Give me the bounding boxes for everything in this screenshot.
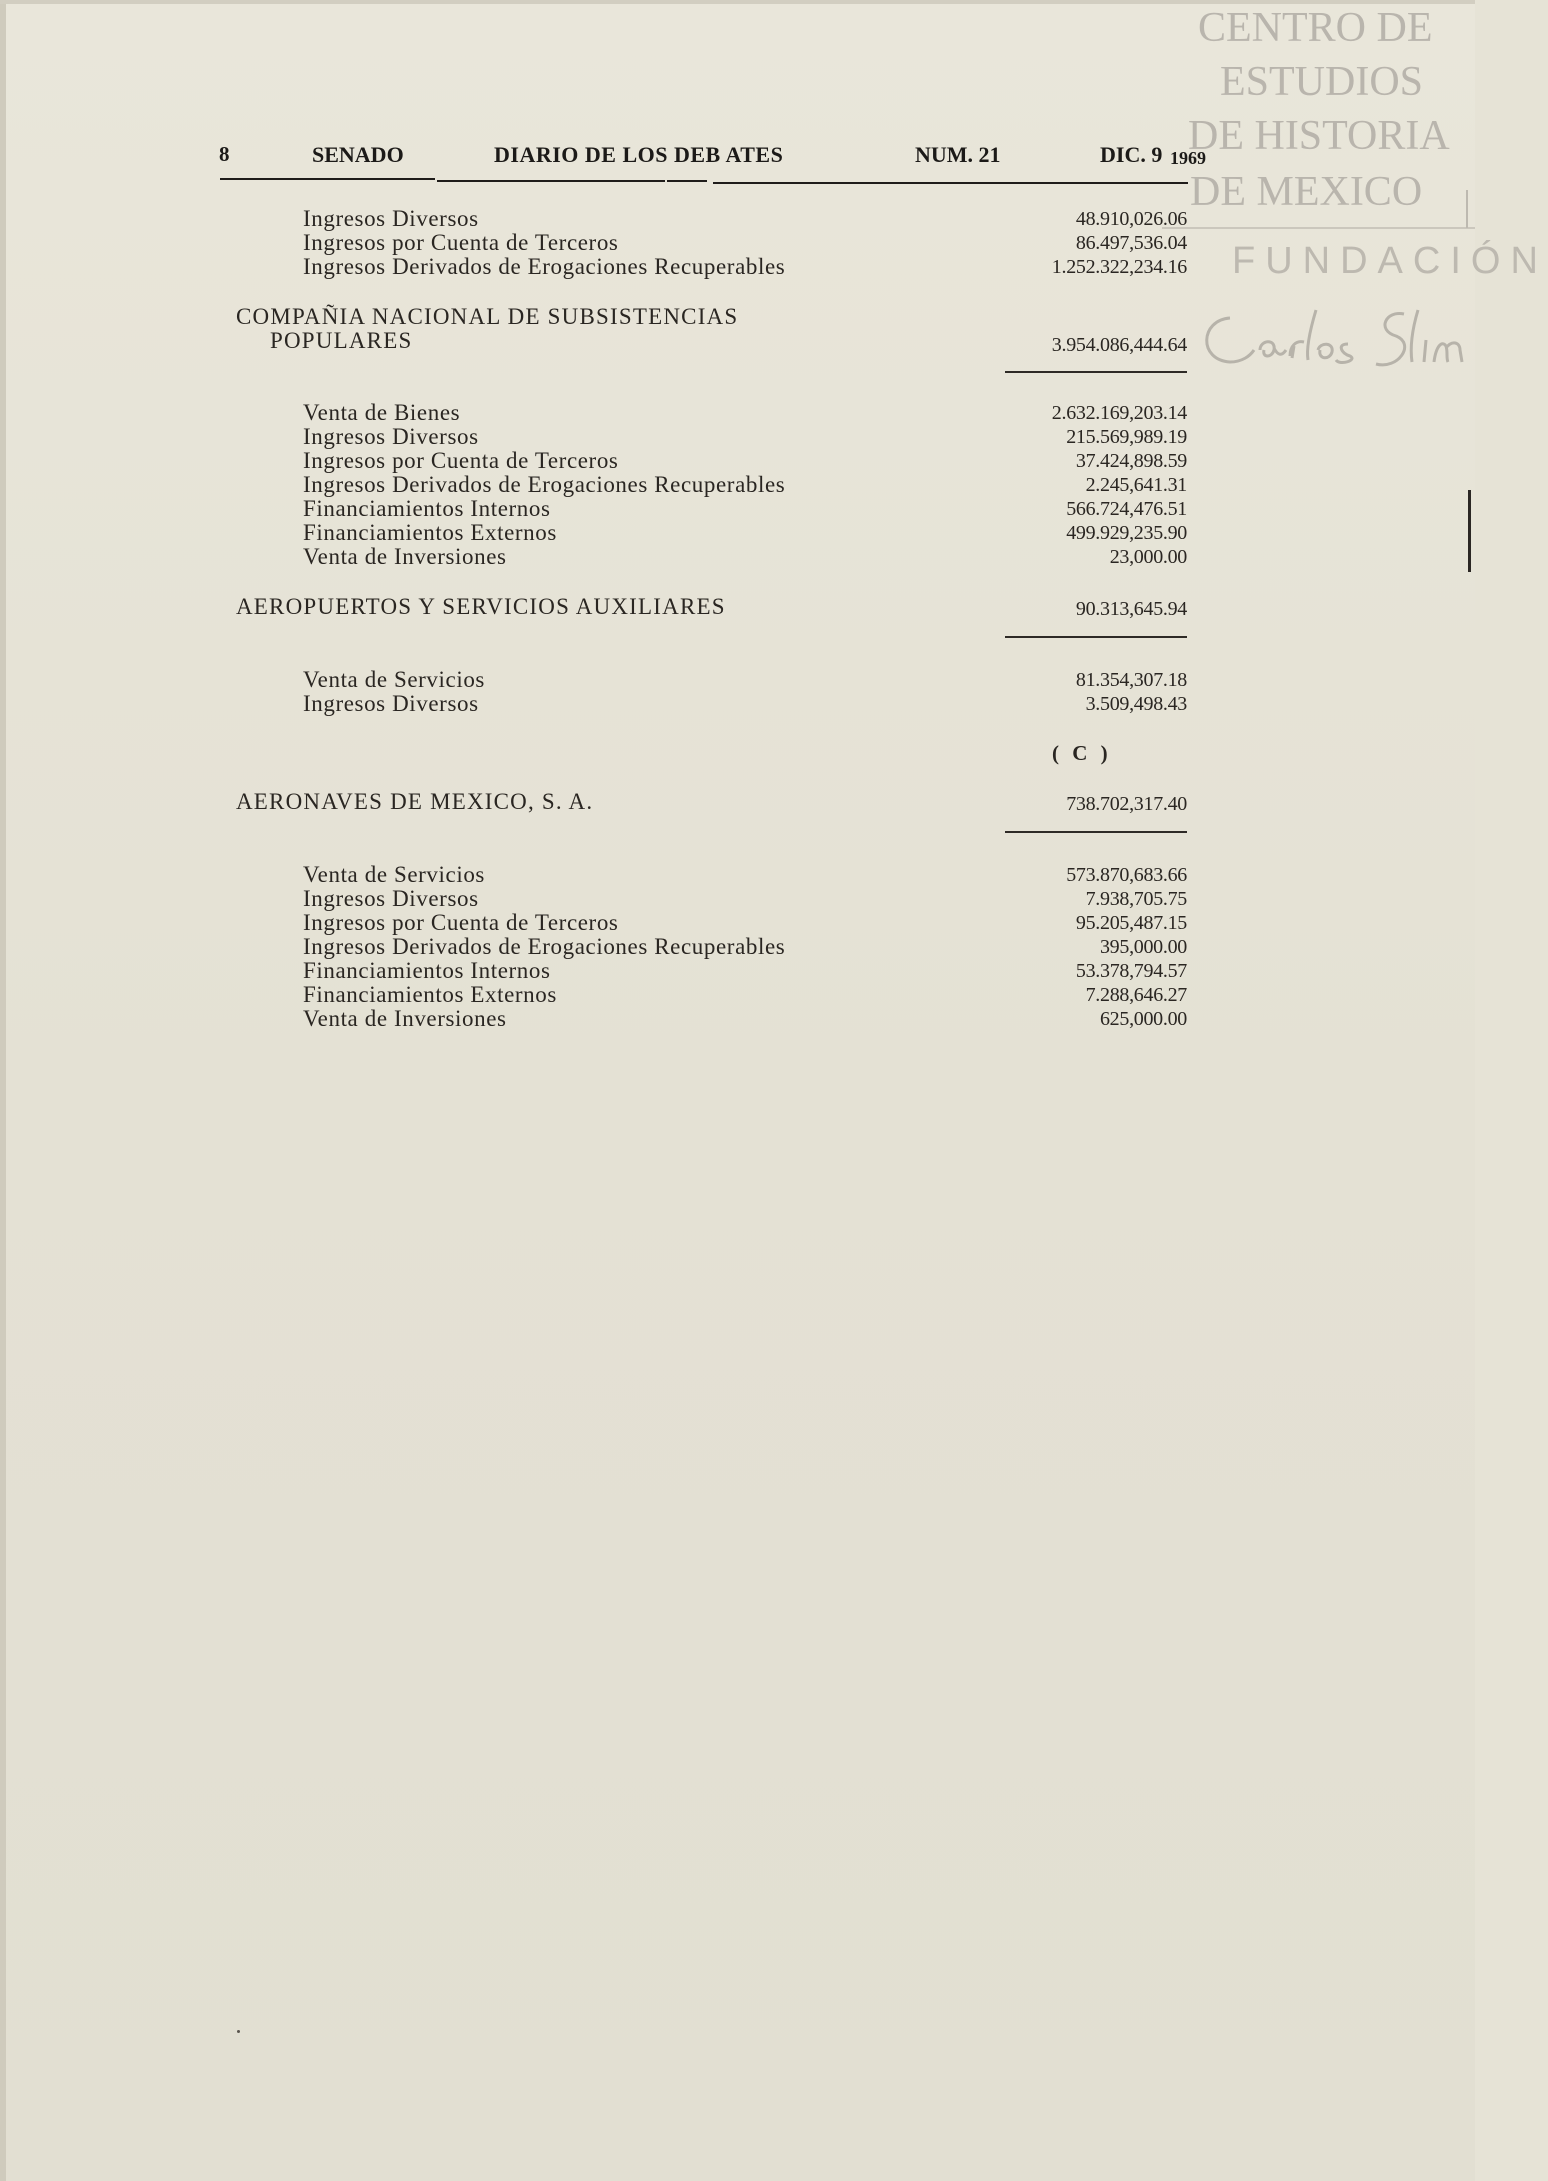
watermark-line-1: CENTRO DE (1198, 5, 1433, 51)
list-item (0, 544, 1475, 570)
item-amount: 23,000.00 (1109, 546, 1187, 568)
item-label: Financiamientos Externos (303, 982, 557, 1007)
item-label: Financiamientos Externos (303, 520, 557, 545)
item-amount: 2.245,641.31 (1085, 474, 1187, 496)
item-label: Venta de Bienes (303, 400, 461, 425)
item-amount: 95.205,487.15 (1075, 912, 1187, 934)
section-title (0, 789, 1475, 815)
section-title (0, 594, 1475, 620)
section-title (0, 328, 1475, 354)
aeropuertos-title: AEROPUERTOS Y SERVICIOS AUXILIARES (236, 594, 726, 619)
watermark-line-2: ESTUDIOS (1220, 59, 1424, 105)
item-label: Ingresos Derivados de Erogaciones Recuperables (303, 254, 786, 279)
item-amount: 7.288,646.27 (1085, 984, 1187, 1006)
list-item (0, 934, 1475, 960)
item-amount: 1.252.322,234.16 (1051, 256, 1187, 278)
item-label: Ingresos Derivados de Erogaciones Recuperables (303, 472, 786, 497)
item-label: Venta de Servicios (303, 667, 485, 692)
total-underline (1005, 831, 1187, 833)
issue-number: NUM. 21 (915, 142, 1001, 167)
aeronaves-title: AERONAVES DE MEXICO, S. A. (236, 789, 594, 814)
item-amount: 7.938,705.75 (1085, 888, 1187, 910)
list-item (0, 206, 1475, 232)
total-underline (1005, 636, 1187, 638)
item-label: Ingresos por Cuenta de Terceros (303, 448, 619, 473)
list-item (0, 400, 1475, 426)
list-item (0, 424, 1475, 450)
list-item (0, 667, 1475, 693)
watermark-line-3: DE HISTORIA (1188, 113, 1450, 159)
page-number: 8 (219, 142, 230, 166)
journal-title: DIARIO DE LOS DEB ATES (494, 142, 784, 167)
item-label: Ingresos por Cuenta de Terceros (303, 910, 619, 935)
item-amount: 395,000.00 (1099, 936, 1187, 958)
chamber-name: SENADO (312, 142, 404, 167)
item-label: Venta de Inversiones (303, 1006, 507, 1031)
section-total: 3.954.086,444.64 (1051, 334, 1187, 356)
item-label: Venta de Inversiones (303, 544, 507, 569)
section-total: 738.702,317.40 (1066, 793, 1187, 815)
conasupo-title-line-1: COMPAÑIA NACIONAL DE SUBSISTENCIAS (236, 304, 739, 329)
item-amount: 86.497,536.04 (1075, 232, 1187, 254)
list-item (0, 1006, 1475, 1032)
item-label: Financiamientos Internos (303, 496, 551, 521)
item-amount: 48.910,026.06 (1075, 208, 1187, 230)
item-label: Ingresos Diversos (303, 424, 479, 449)
margin-mark (1468, 490, 1471, 572)
conasupo-title-line-2: POPULARES (270, 328, 413, 353)
list-item (0, 496, 1475, 522)
section-total: 90.313,645.94 (1075, 598, 1187, 620)
item-amount: 215.569,989.19 (1066, 426, 1187, 448)
list-item (0, 448, 1475, 474)
paper-speck (237, 2030, 240, 2033)
watermark-line-4: DE MEXICO (1190, 169, 1423, 215)
item-label: Ingresos por Cuenta de Terceros (303, 230, 619, 255)
list-item (0, 886, 1475, 912)
item-label: Ingresos Diversos (303, 691, 479, 716)
item-amount: 625,000.00 (1099, 1008, 1187, 1030)
list-item (0, 691, 1475, 717)
list-item (0, 982, 1475, 1008)
header-rule-4 (713, 182, 1188, 184)
item-amount: 37.424,898.59 (1075, 450, 1187, 472)
item-amount: 566.724,476.51 (1066, 498, 1187, 520)
watermark-foundation: FUNDACIÓN (1232, 240, 1548, 282)
item-label: Financiamientos Internos (303, 958, 551, 983)
header-rule-3 (667, 180, 707, 182)
issue-year: 1969 (1170, 148, 1206, 168)
item-amount: 81.354,307.18 (1075, 669, 1187, 691)
total-underline (1005, 371, 1187, 373)
item-amount: 2.632.169,203.14 (1051, 402, 1187, 424)
section-title (0, 304, 1475, 330)
item-label: Ingresos Diversos (303, 206, 479, 231)
issue-date: DIC. 9 (1100, 142, 1163, 167)
list-item (0, 230, 1475, 256)
item-amount: 3.509,498.43 (1085, 693, 1187, 715)
item-amount: 499.929,235.90 (1066, 522, 1187, 544)
list-item (0, 910, 1475, 936)
list-item (0, 472, 1475, 498)
header-rule-2 (437, 180, 665, 182)
section-marker: ( C ) (1052, 741, 1112, 765)
list-item (0, 958, 1475, 984)
list-item (0, 520, 1475, 546)
list-item (0, 862, 1475, 888)
header-rule-1 (220, 178, 435, 180)
item-amount: 53.378,794.57 (1075, 960, 1187, 982)
list-item (0, 254, 1475, 280)
item-label: Ingresos Diversos (303, 886, 479, 911)
item-label: Ingresos Derivados de Erogaciones Recuperables (303, 934, 786, 959)
item-amount: 573.870,683.66 (1066, 864, 1187, 886)
item-label: Venta de Servicios (303, 862, 485, 887)
